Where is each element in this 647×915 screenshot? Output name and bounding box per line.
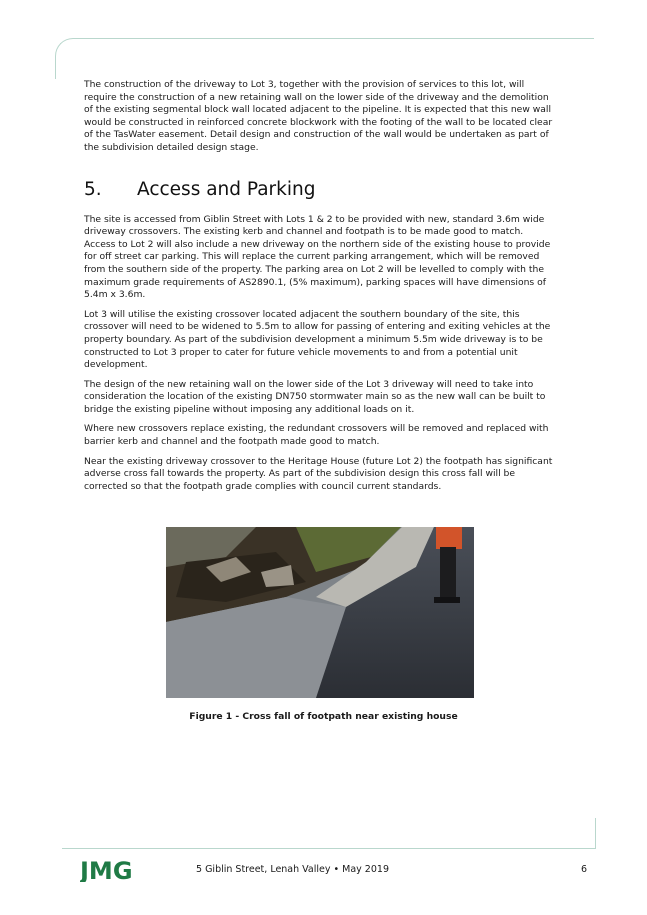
paragraph-access: The site is accessed from Giblin Street with Lots 1 & 2 to be provided with new, standard 3.6m wide driveway crossovers. The existing kerb and channel and footpath is to be made good to match. Access to Lot 2 will also include a new driveway on the northern side of the existing house to provide for off street car parking. This will replace the current parking arrangement, which will be removed from the southern side of the property. The parking area on Lot 2 will be levelled to comply with the maximum grade requirements of AS2890.1, (5% maximum), parking spaces will have dimensions of 5.4m x 3.6m.	[84, 213, 551, 301]
footpath-photo-image	[166, 527, 474, 698]
document-body	[84, 79, 554, 500]
paragraph-lot3: Lot 3 will utilise the existing crossover located adjacent the southern boundary of the site, this crossover will need to be widened to 5.5m to allow for passing of entering and exiting vehicles at the property boundary. As part of the subdivision development a minimum 5.5m wide driveway is to be constructed to Lot 3 proper to cater for future vehicle movements to and from a potential unit development.	[84, 308, 551, 371]
footer-address: 5 Giblin Street, Lenah Valley • May 2019	[196, 864, 389, 875]
paragraph-intro: The construction of the driveway to Lot 3, together with the provision of services to this lot, will require the construction of a new retaining wall on the lower side of the driveway and the demolition of the existing segmental block wall located adjacent to the pipeline. It is expected that this new wall would be constructed in reinforced concrete blockwork with the footing of the wall to be located clear of the TasWater easement. Detail design and construction of the wall would be undertaken as part of the subdivision detailed design stage.	[84, 79, 553, 153]
section-number: 5.	[84, 178, 102, 200]
jmg-logo	[80, 858, 160, 886]
paragraph-crossovers: Where new crossovers replace existing, the redundant crossovers will be removed and replaced with barrier kerb and channel and the footpath made good to match.	[84, 423, 549, 448]
section-heading	[84, 179, 554, 200]
page-frame-top	[55, 38, 594, 79]
footpath-photo	[166, 527, 474, 698]
page-frame-bottom	[62, 818, 596, 849]
jmg-logo-mark	[80, 858, 160, 882]
figure-caption: Figure 1 - Cross fall of footpath near existing house	[189, 711, 458, 722]
jmg-logo-lettering: JMG	[80, 858, 133, 882]
page-number: 6	[581, 864, 588, 875]
paragraph-retaining-wall: The design of the new retaining wall on the lower side of the Lot 3 driveway will need to take into consideration the location of the existing DN750 stormwater main so as the new wall can be built to bridge the existing pipeline without imposing any additional loads on it.	[84, 378, 546, 415]
section-title: Access and Parking	[137, 178, 316, 200]
paragraph-heritage-house: Near the existing driveway crossover to the Heritage House (future Lot 2) the footpath has significant adverse cross fall towards the property. As part of the subdivision design this cross fall will be corrected so that the footpath grade complies with council current standards.	[84, 455, 553, 492]
